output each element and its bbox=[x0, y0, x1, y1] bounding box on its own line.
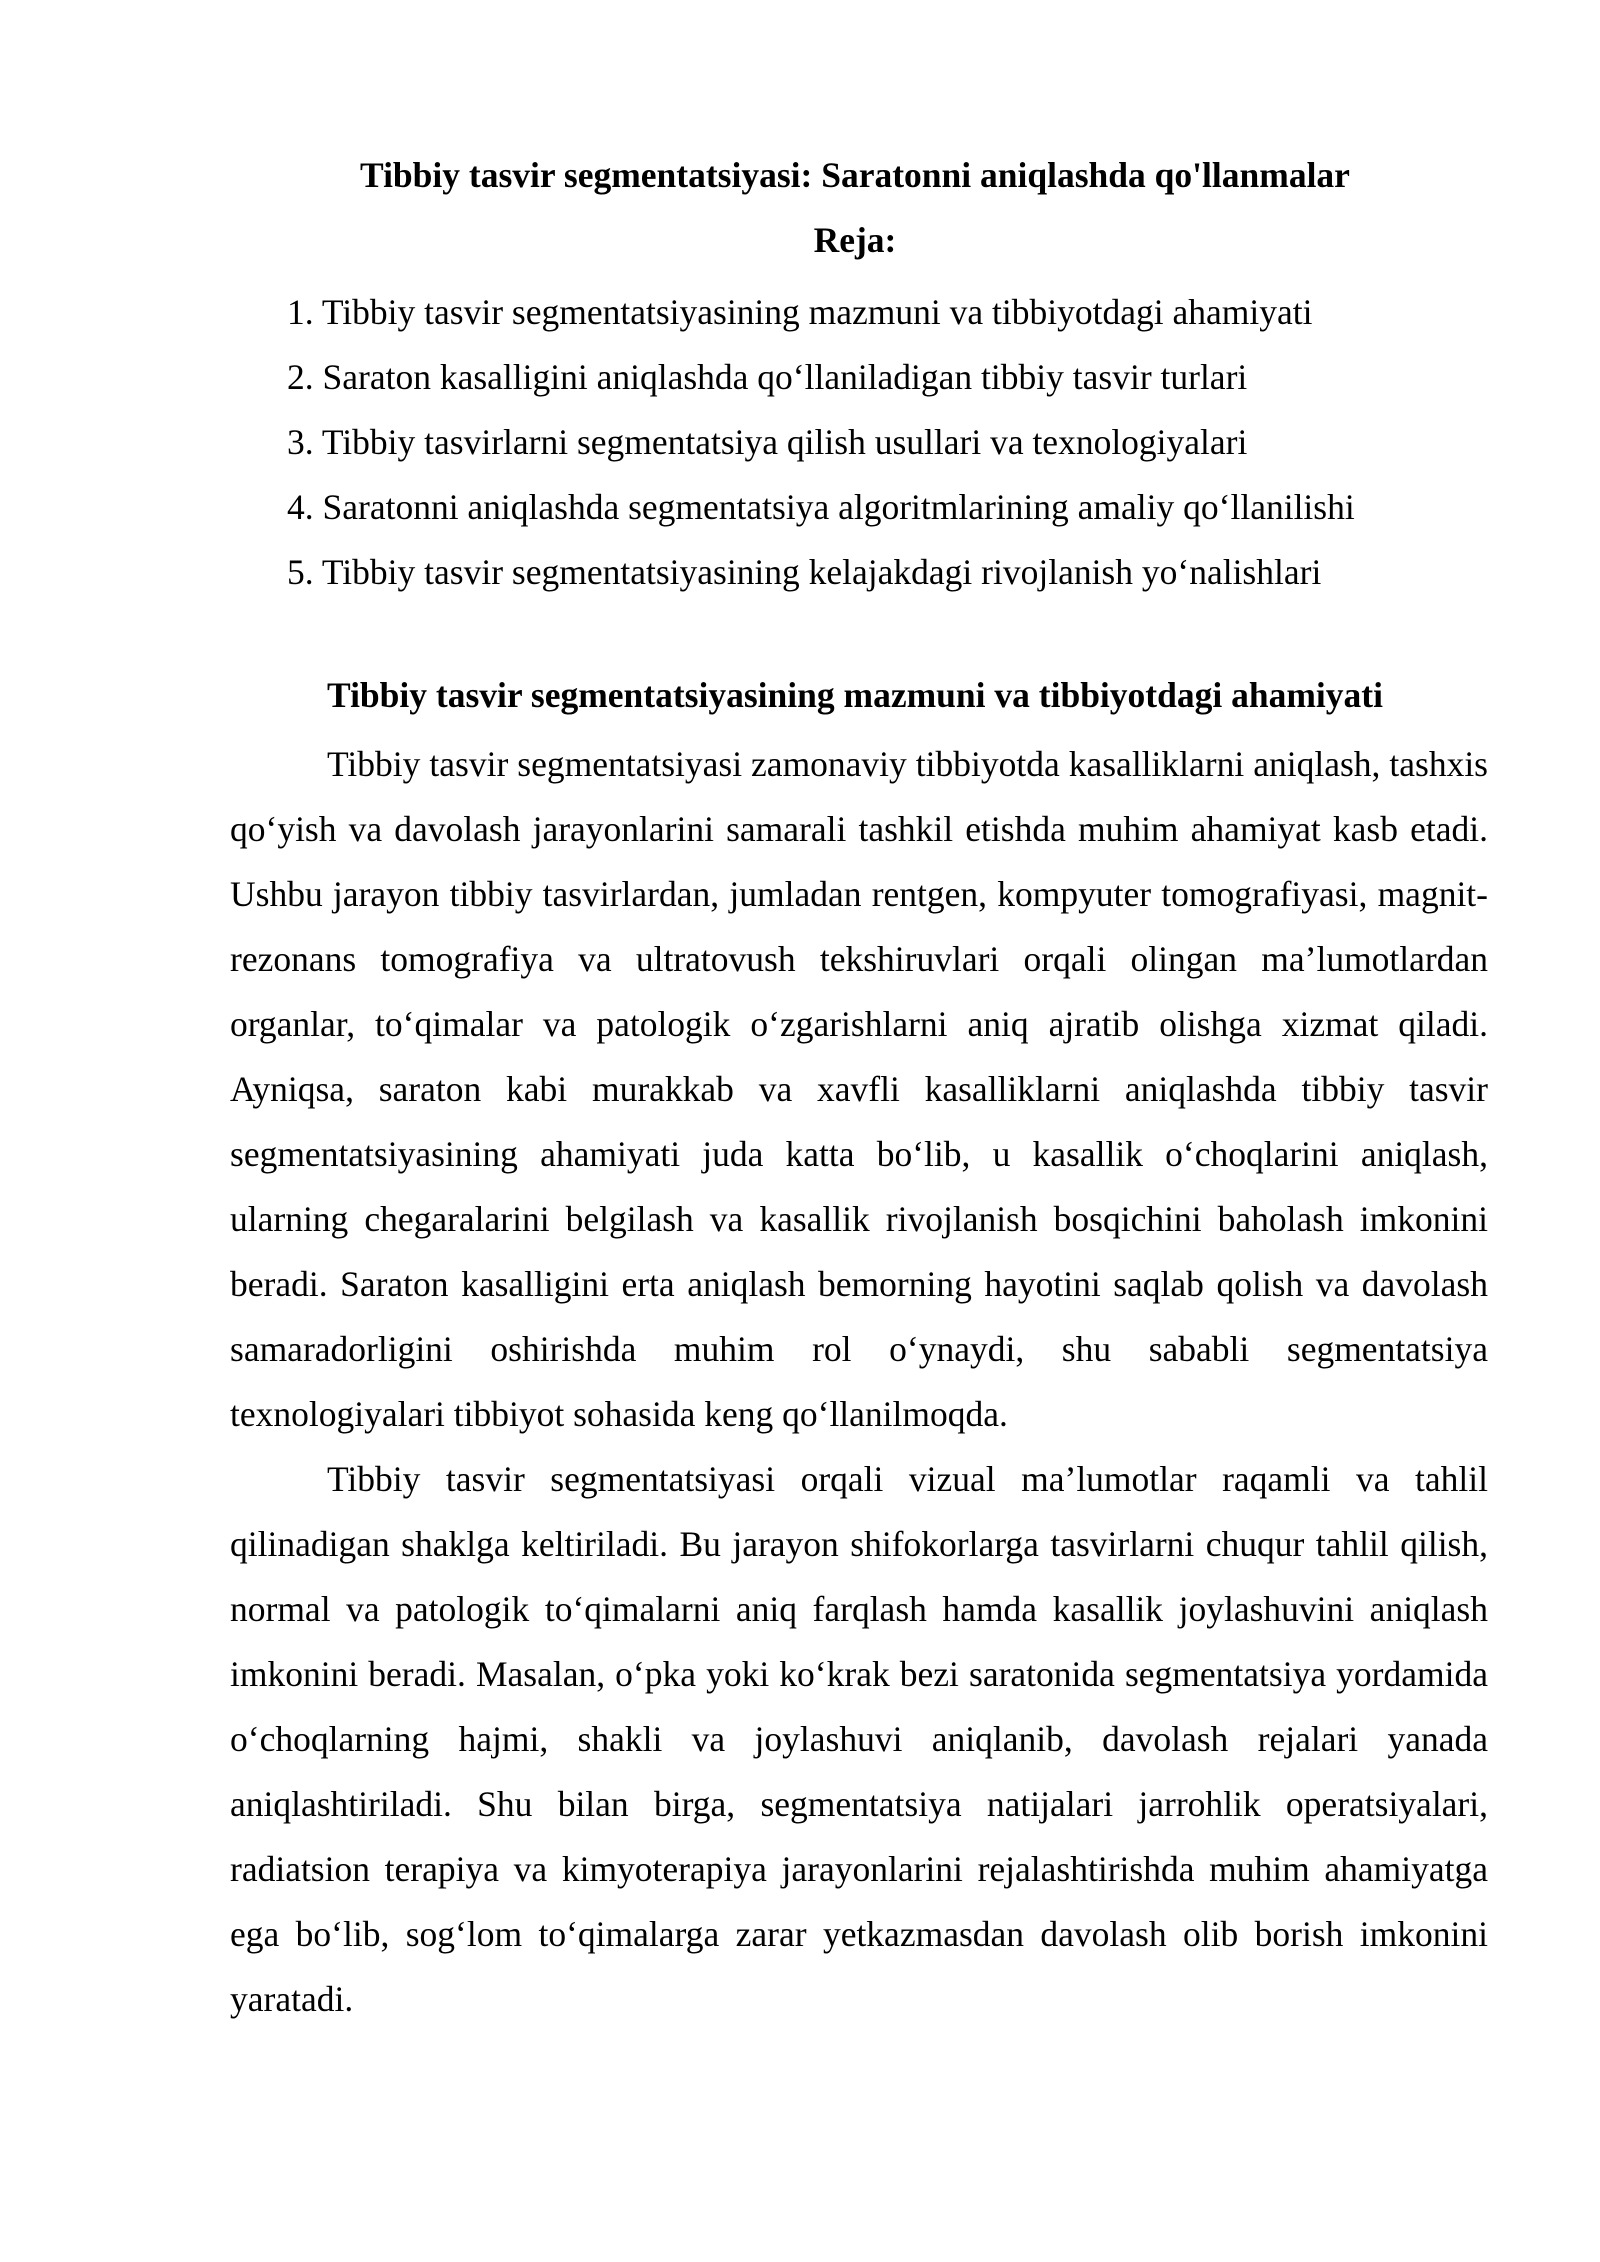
plan-list bbox=[287, 280, 1355, 605]
section-body bbox=[230, 732, 1488, 2032]
plan-item: 3. Tibbiy tasvirlarni segmentatsiya qilish usullari va texnologiyalari bbox=[287, 422, 1248, 462]
plan-item: 4. Saratonni aniqlashda segmentatsiya algoritmlarining amaliy qo‘llanilishi bbox=[287, 487, 1355, 527]
plan-item: 2. Saraton kasalligini aniqlashda qo‘llaniladigan tibbiy tasvir turlari bbox=[287, 357, 1248, 397]
plan-item: 5. Tibbiy tasvir segmentatsiyasining kelajakdagi rivojlanish yo‘nalishlari bbox=[287, 552, 1322, 592]
plan-heading: Reja: bbox=[813, 220, 897, 260]
plan-item: 1. Tibbiy tasvir segmentatsiyasining mazmuni va tibbiyotdagi ahamiyati bbox=[287, 292, 1313, 332]
document-title: Tibbiy tasvir segmentatsiyasi: Saratonni aniqlashda qo'llanmalar bbox=[360, 155, 1350, 195]
section-title: Tibbiy tasvir segmentatsiyasining mazmuni va tibbiyotdagi ahamiyati bbox=[327, 675, 1383, 715]
body-paragraph: Tibbiy tasvir segmentatsiyasi orqali vizual ma’lumotlar raqamli va tahlil qilinadigan shaklga keltiriladi. Bu jarayon shifokorlarga tasvirlarni chuqur tahlil qilish, normal va patologik to‘qimalarni aniq farqlash hamda kasallik joylashuvini aniqlash imkonini beradi. Masalan, o‘pka yoki ko‘krak bezi saratonida segmentatsiya yordamida o‘choqlarning hajmi, shakli va joylashuvi aniqlanib, davolash rejalari yanada aniqlashtiriladi. Shu bilan birga, segmentatsiya natijalari jarrohlik operatsiyalari, radiatsion terapiya va kimyoterapiya jarayonlarini rejalashtirishda muhim ahamiyatga ega bo‘lib, sog‘lom to‘qimalarga zarar yetkazmasdan davolash olib borish imkonini yaratadi. bbox=[230, 1459, 1488, 2019]
body-paragraph: Tibbiy tasvir segmentatsiyasi zamonaviy tibbiyotda kasalliklarni aniqlash, tashxis qo‘yish va davolash jarayonlarini samarali tashkil etishda muhim ahamiyat kasb etadi. Ushbu jarayon tibbiy tasvirlardan, jumladan rentgen, kompyuter tomografiyasi, magnit-rezonans tomografiya va ultratovush tekshiruvlari orqali olingan ma’lumotlardan organlar, to‘qimalar va patologik o‘zgarishlarni aniq ajratib olishga xizmat qiladi. Ayniqsa, saraton kabi murakkab va xavfli kasalliklarni aniqlashda tibbiy tasvir segmentatsiyasining ahamiyati juda katta bo‘lib, u kasallik o‘choqlarini aniqlash, ularning chegaralarini belgilash va kasallik rivojlanish bosqichini baholash imkonini beradi. Saraton kasalligini erta aniqlash bemorning hayotini saqlab qolish va davolash samaradorligini oshirishda muhim rol o‘ynaydi, shu sababli segmentatsiya texnologiyalari tibbiyot sohasida keng qo‘llanilmoqda. bbox=[230, 744, 1488, 1434]
